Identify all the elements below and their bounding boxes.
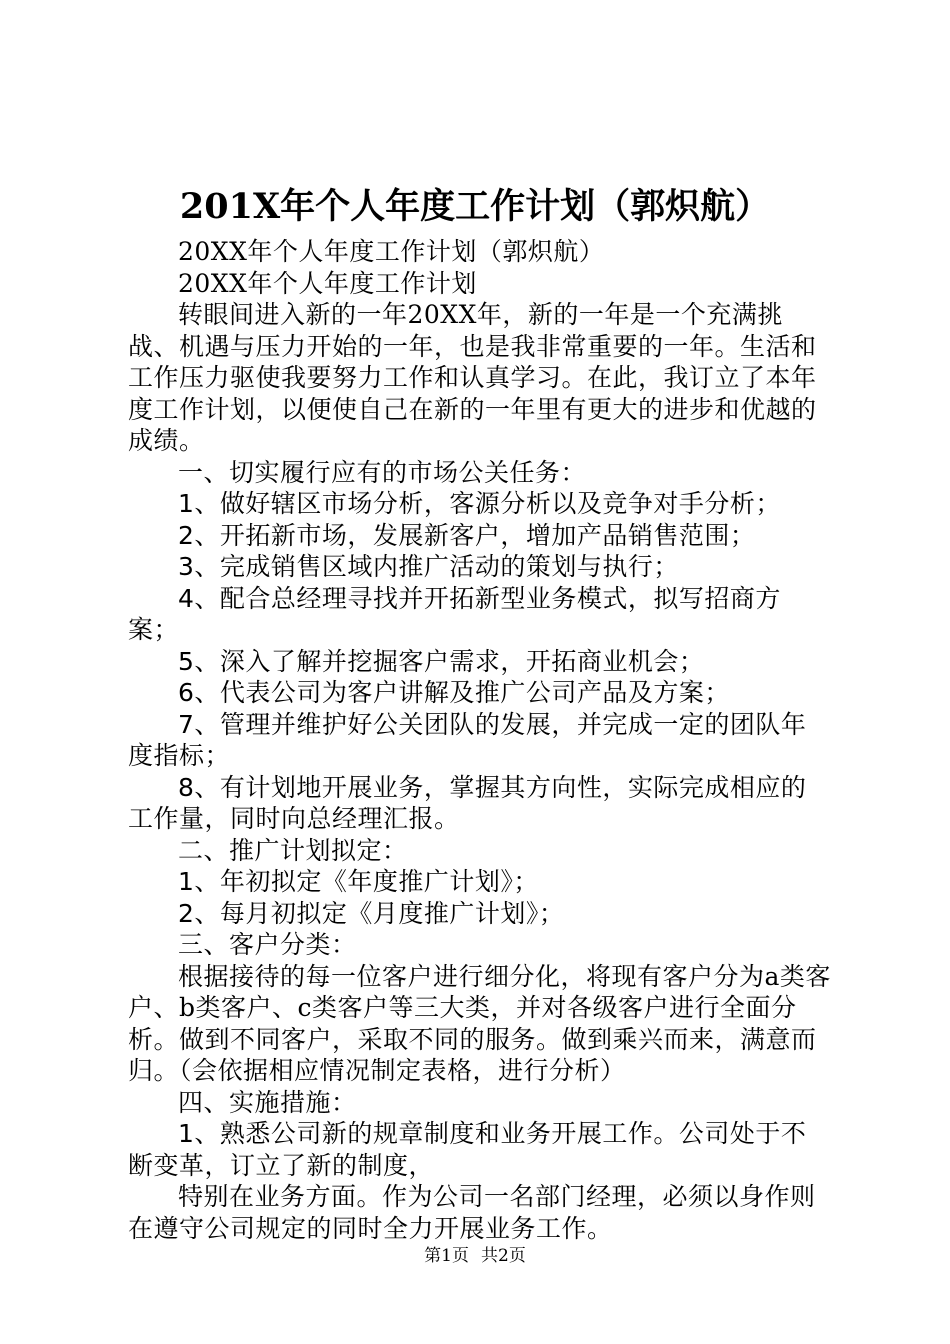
page-number: 第1页 <box>424 1246 469 1266</box>
list-item: 1、做好辖区市场分析，客源分析以及竞争对手分析； <box>178 489 781 518</box>
document-title: 201X年个人年度工作计划（郭炽航） <box>179 186 771 227</box>
list-item: 6、代表公司为客户讲解及推广公司产品及方案； <box>178 678 730 707</box>
section-heading-2: 二、推广计划拟定： <box>178 835 408 865</box>
list-item: 7、管理并维护好公关团队的发展，并完成一定的团队年度指标； <box>128 709 807 770</box>
list-item: 1、年初拟定《年度推广计划》； <box>178 867 539 896</box>
section-heading-1: 一、切实履行应有的市场公关任务： <box>178 457 587 487</box>
document-body <box>128 236 831 1244</box>
paragraph-measure-1-rest: 公司处于不断变革，订立了新的制度， <box>128 1119 807 1180</box>
section-heading-4: 四、实施措施： <box>178 1087 357 1117</box>
paragraph-subtitle: 20XX年个人年度工作计划（郭炽航） <box>178 237 605 266</box>
list-item: 2、每月初拟定《月度推广计划》； <box>178 898 565 928</box>
list-item: 5、深入了解并挖掘客户需求，开拓商业机会； <box>178 646 705 676</box>
list-item: 2、开拓新市场，发展新客户，增加产品销售范围； <box>178 520 756 550</box>
paragraph-business: 特别在业务方面。作为公司一名部门经理，必须以身作则在遵守公司规定的同时全力开展业务工作。 <box>128 1182 816 1243</box>
page-total: 共2页 <box>481 1246 526 1266</box>
paragraph-measure-1-lead: 1、熟悉公司新的规章制度和业务开展工作。 <box>178 1119 679 1148</box>
page-footer <box>0 1244 950 1268</box>
paragraph-subtitle-short: 20XX年个人年度工作计划 <box>178 268 477 298</box>
section-heading-3: 三、客户分类： <box>178 930 357 959</box>
paragraph-customer-classification: 根据接待的每一位客户进行细分化，将现有客户分为a类客户、b类客户、c类客户等三大类，并对各级客户进行全面分析。做到不同客户，采取不同的服务。做到乘兴而来，满意而归。（会依据相应情况制定表格，进行分析） <box>128 961 831 1085</box>
list-item: 3、完成销售区域内推广活动的策划与执行； <box>178 552 679 581</box>
paragraph-intro: 转眼间进入新的一年20XX年，新的一年是一个充满挑战、机遇与压力开始的一年，也是我非常重要的一年。生活和工作压力驱使我要努力工作和认真学习。在此，我订立了本年度工作计划，以便使自己在新的一年里有更大的进步和优越的成绩。 <box>128 300 817 455</box>
list-item: 4、配合总经理寻找并开拓新型业务模式，拟写招商方案； <box>128 583 781 644</box>
list-item: 8、有计划地开展业务，掌握其方向性，实际完成相应的工作量，同时向总经理汇报。 <box>128 772 807 833</box>
paragraph-measure-1 <box>128 1118 831 1181</box>
